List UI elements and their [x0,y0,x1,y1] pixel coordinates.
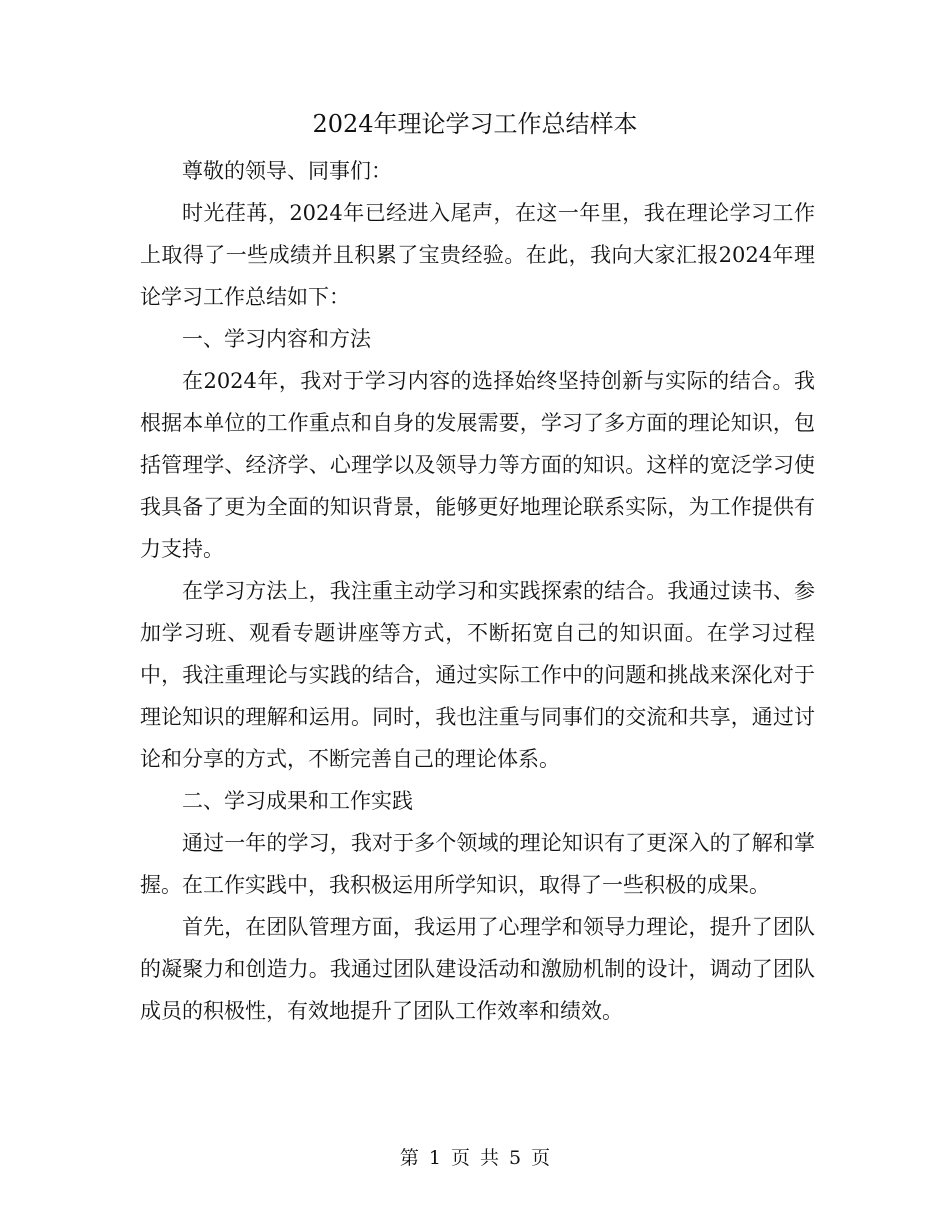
paragraph-method: 在学习方法上，我注重主动学习和实践探索的结合。我通过读书、参加学习班、观看专题讲座等方式，不断拓宽自己的知识面。在学习过程中，我注重理论与实践的结合，通过实际工作中的问题和挑战来深化对于理论知识的理解和运用。同时，我也注重与同事们的交流和共享，通过讨论和分享的方式，不断完善自己的理论体系。 [140,579,815,771]
paragraph-intro: 时光荏苒，2024年已经进入尾声，在这一年里，我在理论学习工作上取得了一些成绩并且积累了宝贵经验。在此，我向大家汇报2024年理论学习工作总结如下： [140,201,815,309]
section-heading-1: 一、学习内容和方法 [182,327,371,351]
paragraph-greeting: 尊敬的领导、同事们： [182,159,392,183]
paragraph-team-management: 首先，在团队管理方面，我运用了心理学和领导力理论，提升了团队的凝聚力和创造力。我通过团队建设活动和激励机制的设计，调动了团队成员的积极性，有效地提升了团队工作效率和绩效。 [140,915,815,1023]
page-footer: 第 1 页 共 5 页 [399,1147,551,1169]
document-title: 2024年理论学习工作总结样本 [312,110,638,138]
section-heading-2: 二、学习成果和工作实践 [182,789,413,813]
paragraph-results: 通过一年的学习，我对于多个领域的理论知识有了更深入的了解和掌握。在工作实践中，我积极运用所学知识，取得了一些积极的成果。 [140,831,815,897]
document-body [140,150,815,1032]
paragraph-content: 在2024年，我对于学习内容的选择始终坚持创新与实际的结合。我根据本单位的工作重点和自身的发展需要，学习了多方面的理论知识，包括管理学、经济学、心理学以及领导力等方面的知识。这样的宽泛学习使我具备了更为全面的知识背景，能够更好地理论联系实际，为工作提供有力支持。 [140,369,815,561]
